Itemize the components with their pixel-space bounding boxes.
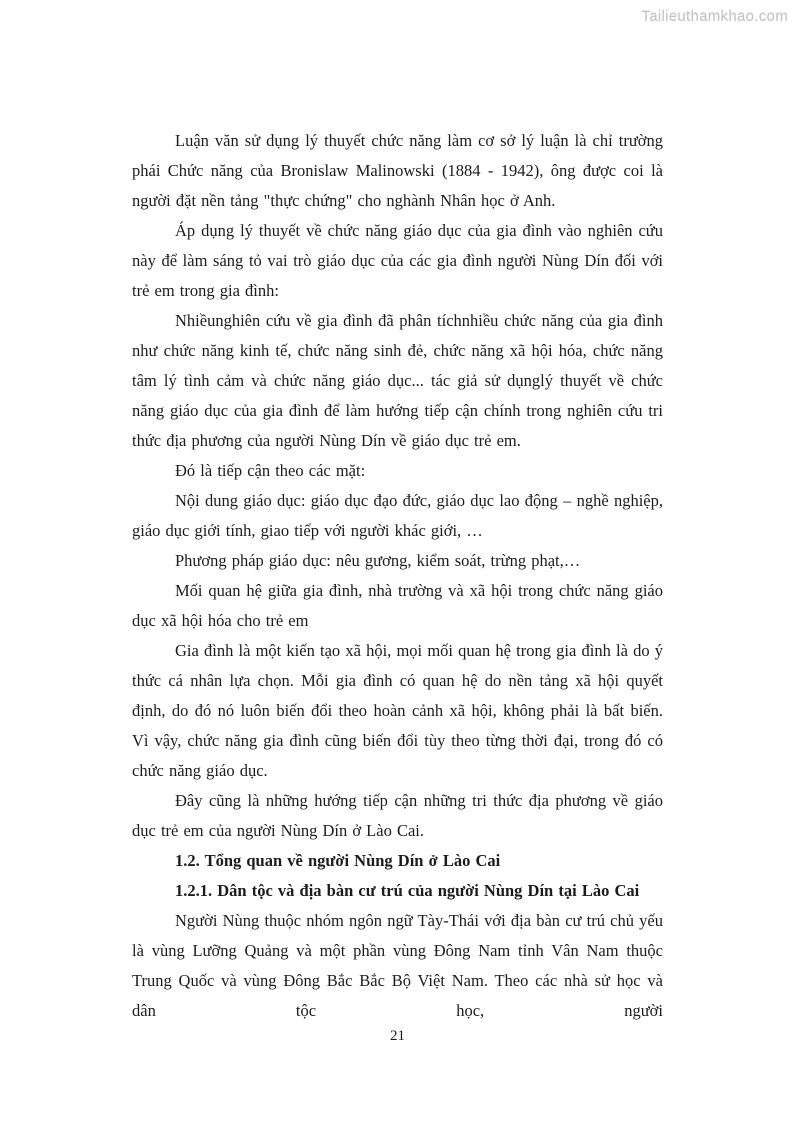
paragraph: Nội dung giáo dục: giáo dục đạo đức, giáo dục lao động – nghề nghiệp, giáo dục giới tính, giao tiếp với người khác giới, … bbox=[132, 491, 663, 540]
paragraph: Nhiềunghiên cứu về gia đình đã phân tíchnhiều chức năng của gia đình như chức năng kinh tế, chức năng sinh đẻ, chức năng xã hội hóa, chức năng tâm lý tình cảm và chức năng giáo dục... tác giả sử dụnglý thuyết về chức năng giáo dục của gia đình để làm hướng tiếp cận chính trong nghiên cứu tri thức địa phương của người Nùng Dín về giáo dục trẻ em. bbox=[132, 311, 663, 450]
paragraph: Áp dụng lý thuyết về chức năng giáo dục của gia đình vào nghiên cứu này để làm sáng tỏ vai trò giáo dục của các gia đình người Nùng Dín đối với trẻ em trong gia đình: bbox=[132, 221, 663, 300]
paragraph: Đó là tiếp cận theo các mặt: bbox=[175, 461, 366, 480]
document-body bbox=[132, 126, 663, 1026]
paragraph: Gia đình là một kiến tạo xã hội, mọi mối quan hệ trong gia đình là do ý thức cá nhân lựa chọn. Mỗi gia đình có quan hệ do nền tảng xã hội quyết định, do đó nó luôn biến đổi theo hoàn cảnh xã hội, không phải là bất biến. Vì vậy, chức năng gia đình cũng biến đổi tùy theo từng thời đại, trong đó có chức năng giáo dục. bbox=[132, 641, 663, 780]
paragraph: Đây cũng là những hướng tiếp cận những tri thức địa phương về giáo dục trẻ em của người Nùng Dín ở Lào Cai. bbox=[132, 791, 663, 840]
subsection-heading: 1.2.1. Dân tộc và địa bàn cư trú của người Nùng Dín tại Lào Cai bbox=[175, 881, 640, 900]
watermark: Tailieuthamkhao.com bbox=[641, 8, 788, 25]
paragraph: Phương pháp giáo dục: nêu gương, kiểm soát, trừng phạt,… bbox=[175, 551, 581, 570]
paragraph: Luận văn sử dụng lý thuyết chức năng làm cơ sở lý luận là chỉ trường phái Chức năng của Bronislaw Malinowski (1884 - 1942), ông được coi là người đặt nền tảng "thực chứng" cho nghành Nhân học ở Anh. bbox=[132, 131, 663, 210]
paragraph: Mối quan hệ giữa gia đình, nhà trường và xã hội trong chức năng giáo dục xã hội hóa cho trẻ em bbox=[132, 581, 663, 630]
paragraph: Người Nùng thuộc nhóm ngôn ngữ Tày-Thái với địa bàn cư trú chủ yếu là vùng Lưỡng Quảng và một phần vùng Đông Nam tỉnh Vân Nam thuộc Trung Quốc và vùng Đông Bắc Bắc Bộ Việt Nam. Theo các nhà sử học và dân tộc học, người bbox=[132, 911, 663, 1020]
page-number: 21 bbox=[390, 1028, 405, 1044]
section-heading: 1.2. Tổng quan về người Nùng Dín ở Lào Cai bbox=[175, 851, 501, 870]
